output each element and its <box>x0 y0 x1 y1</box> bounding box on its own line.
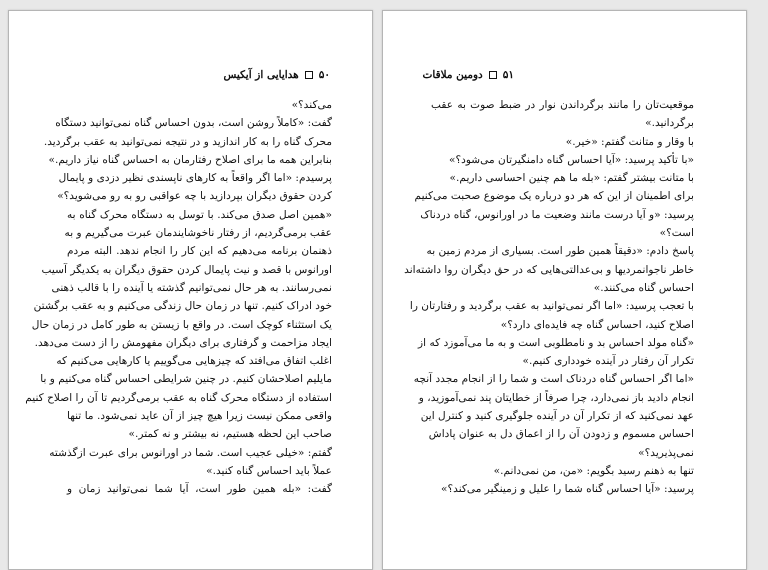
text-line: صاحب این لحظه هستیم، نه بیشتر و نه کمتر.» <box>128 428 332 441</box>
text-line: کردن حقوق دیگران بپردازید با چه عواقبی رو به رو می‌شوید؟» <box>57 190 332 203</box>
text-line: «همین اصل صدق می‌کند. با توسل به دستگاه محرک گناه به <box>67 208 332 221</box>
running-title: دومین ملاقات <box>422 69 483 81</box>
text-line: یک استثناء کوچک است. در واقع با زیستن به طور کامل در زمان حال <box>31 318 332 331</box>
text-line: تکرار آن رفتار در آینده خودداری کنیم.» <box>522 355 694 368</box>
square-ornament-icon <box>305 71 313 79</box>
text-line: «گناه مولد احساس بد و نامطلوبی است و به ما می‌آموزد که از <box>418 336 694 349</box>
text-line: واقعی ممکن نیست زیرا هیچ چیز از آن عاید نمی‌شود. ما تنها <box>67 410 332 423</box>
text-line: احساس گناه می‌کنند.» <box>593 281 694 294</box>
text-line: با متانت بیشتر گفتم: «بله ما هم چنین احساسی داریم.» <box>449 172 694 185</box>
text-line: است؟» <box>659 227 694 240</box>
text-line: گفتم: «خیلی عجیب است. شما در اورانوس برای عبرت ازگذشته <box>49 446 332 459</box>
square-ornament-icon <box>489 71 497 79</box>
text-line: عملاً باید احساس گناه کنید.» <box>206 464 332 477</box>
text-line: عهد نمی‌کنید که از تکرار آن در آینده جلوگیری کنید و کنترل این <box>420 410 694 423</box>
text-line: انجام دادید باز نمی‌دارد، چرا صرفاً از خطایتان پند نمی‌آموزید، و <box>418 391 694 404</box>
text-line: برگردانید.» <box>645 117 694 130</box>
text-line: ایجاد مزاحمت و گرفتاری برای دیگران مفهومش را از دست می‌دهد. <box>34 336 332 349</box>
text-line: ذهنمان برنامه می‌دهیم که این کار را انجام ندهد. البته مردم <box>67 245 332 258</box>
text-line: خود ادراک کنیم. تنها در زمان حال زندگی می‌کنیم و به عقب برگشتن <box>33 300 332 313</box>
text-line: بنابراین همه ما برای اصلاح رفتارمان به احساس گناه نیاز داریم.» <box>48 153 332 166</box>
text-line: خاطر ناجوانمردیها و بی‌عدالتی‌هایی که در حق دیگران روا داشته‌اند <box>404 263 694 276</box>
text-line: پرسید: «و آیا درست مانند وضعیت ما در اورانوس، گناه دردناک <box>420 208 694 221</box>
text-line: اورانوس با قصد و نیت پایمال کردن حقوق دیگران به یکدیگر آسیب <box>41 263 332 276</box>
text-line: گفت: «کاملاً روشن است، بدون احساس گناه نمی‌توانید دستگاه <box>55 117 332 130</box>
text-line: می‌کند؟» <box>291 99 332 111</box>
page-body-text <box>25 96 332 499</box>
running-title: هدایایی از آیکیس <box>223 69 299 81</box>
left-page <box>8 10 373 570</box>
text-line: محرک گناه را به کار اندازید و در نتیجه نمی‌توانید به عقب برگردید. <box>43 135 332 148</box>
text-line: گفت: «بله همین طور است، آیا شما نمی‌توانید زمان و <box>67 483 332 496</box>
text-line: مایلیم اصلاحشان کنیم. در چنین شرایطی احساس گناه می‌کنیم و با <box>40 373 332 386</box>
text-line: «اما اگر احساس گناه دردناک است و شما را از انجام مجدد آنچه <box>413 373 694 386</box>
text-line: برای اطمینان از این که هر دو درباره یک موضوع صحبت می‌کنیم <box>414 190 694 203</box>
page-header <box>423 69 514 81</box>
text-line: استفاده از دستگاه محرک گناه به عقب برمی‌گردیم تا آن را اصلاح کنیم <box>25 391 332 404</box>
page-number: ۵۱ <box>502 69 514 81</box>
text-line: عقب برمی‌گردیم، از رفتار ناخوشایندمان عبرت می‌گیریم و به <box>64 227 332 240</box>
text-line: با تعجب پرسید: «اما اگر نمی‌توانید به عقب برگردید و رفتارتان را <box>409 300 694 313</box>
right-page <box>382 10 747 570</box>
page-body-text <box>404 96 694 499</box>
page-header <box>223 69 330 81</box>
text-line: موقعیت‌تان را مانند برگرداندن نوار در ضبط صوت به عقب <box>431 99 694 111</box>
page-number: ۵۰ <box>318 69 330 81</box>
text-line: احساس مسموم و زدودن آن را از اعماق دل به عنوان پاداش <box>428 428 694 441</box>
text-line: نمی‌رسانند. به هر حال نمی‌توانیم گذشته یا آینده را با قالب ذهنی <box>51 281 332 294</box>
text-line: نمی‌پذیرید؟» <box>638 446 694 459</box>
text-line: پرسیدم: «اما اگر واقعاً به کارهای ناپسندی نظیر دزدی و پایمال <box>58 172 332 185</box>
text-line: اصلاح کنید، احساس گناه چه فایده‌ای دارد؟» <box>500 318 694 331</box>
text-line: پرسید: «آیا احساس گناه شما را علیل و زمینگیر می‌کند؟» <box>441 483 694 496</box>
text-line: با وقار و متانت گفتم: «خیر.» <box>565 135 694 148</box>
text-line: تنها به ذهنم رسید بگویم: «من، من نمی‌دانم.» <box>493 464 694 477</box>
text-line: اغلب اتفاق می‌افتد که چیزهایی می‌گوییم یا کارهایی می‌کنیم که <box>56 355 332 368</box>
text-line: «با تأکید پرسید: «آیا احساس گناه دامنگیرتان می‌شود؟» <box>449 153 694 166</box>
text-line: پاسخ دادم: «دقیقاً همین طور است. بسیاری از مردم زمین به <box>426 245 694 258</box>
